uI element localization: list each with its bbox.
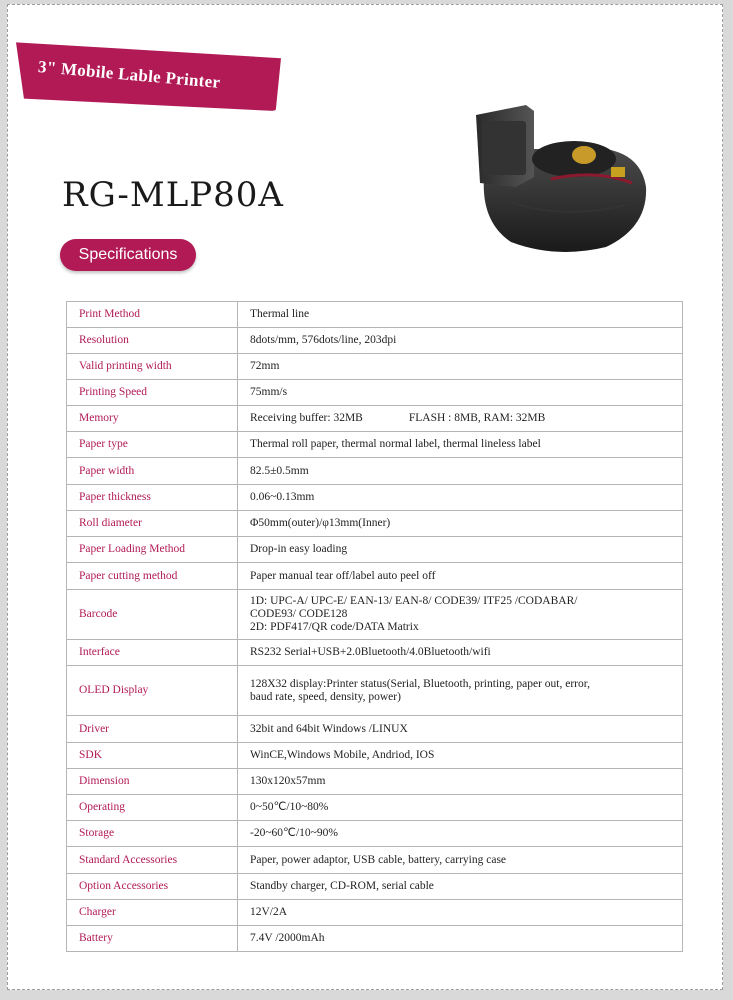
spec-value: 32bit and 64bit Windows /LINUX [238,716,683,743]
specifications-badge: Specifications [60,239,196,271]
table-row [67,302,683,328]
table-row [67,537,683,563]
model-name: RG-MLP80A [62,175,284,215]
spec-value: RS232 Serial+USB+2.0Bluetooth/4.0Bluetooth/wifi [238,640,683,666]
title-banner [8,5,298,135]
spec-label: Paper cutting method [67,563,238,590]
spec-label: SDK [67,743,238,769]
spec-value: 82.5±0.5mm [238,458,683,485]
spec-label: Dimension [67,769,238,795]
table-row [67,640,683,666]
spec-value: Thermal line [238,302,683,328]
spec-value: 7.4V /2000mAh [238,926,683,952]
spec-label: Interface [67,640,238,666]
spec-label: Valid printing width [67,354,238,380]
spec-label: Print Method [67,302,238,328]
table-row [67,666,683,716]
spec-label: Paper type [67,432,238,458]
table-row [67,563,683,590]
table-row [67,485,683,511]
table-row [67,743,683,769]
spec-value: 0.06~0.13mm [238,485,683,511]
spec-label: Paper width [67,458,238,485]
spec-value: 12V/2A [238,900,683,926]
spec-label: Roll diameter [67,511,238,537]
table-row [67,590,683,640]
spec-value: Thermal roll paper, thermal normal label, thermal lineless label [238,432,683,458]
table-row [67,380,683,406]
table-row [67,511,683,537]
spec-value: 0~50℃/10~80% [238,795,683,821]
printer-photo-icon [456,97,656,257]
spec-label: Barcode [67,590,238,640]
table-row [67,406,683,432]
table-row [67,874,683,900]
spec-label: Standard Accessories [67,847,238,874]
spec-value: 1D: UPC-A/ UPC-E/ EAN-13/ EAN-8/ CODE39/ ITF25 /CODABAR/ CODE93/ CODE128 2D: PDF417/QR code/DATA Matrix [238,590,683,640]
table-row [67,821,683,847]
spec-label: Operating [67,795,238,821]
spec-label: Driver [67,716,238,743]
spec-value: WinCE,Windows Mobile, Andriod, IOS [238,743,683,769]
spec-label: Paper thickness [67,485,238,511]
spec-label: Option Accessories [67,874,238,900]
spec-label: Paper Loading Method [67,537,238,563]
spec-label: OLED Display [67,666,238,716]
spec-value: 130x120x57mm [238,769,683,795]
spec-value: Paper, power adaptor, USB cable, battery, carrying case [238,847,683,874]
table-row [67,432,683,458]
spec-label: Resolution [67,328,238,354]
spec-label: Storage [67,821,238,847]
spec-value: Standby charger, CD-ROM, serial cable [238,874,683,900]
spec-label: Printing Speed [67,380,238,406]
spec-value: 8dots/mm, 576dots/line, 203dpi [238,328,683,354]
table-row [67,716,683,743]
table-row [67,458,683,485]
table-row [67,769,683,795]
table-row [67,900,683,926]
spec-value: -20~60℃/10~90% [238,821,683,847]
table-row [67,847,683,874]
spec-value: 72mm [238,354,683,380]
spec-value: Receiving buffer: 32MB FLASH : 8MB, RAM: 32MB [238,406,683,432]
specifications-table [66,301,683,952]
banner-title: 3" Mobile Lable Printer [37,57,222,92]
table-row [67,795,683,821]
table-row [67,926,683,952]
spec-sheet-page [7,4,723,990]
spec-label: Memory [67,406,238,432]
spec-value: Φ50mm(outer)/φ13mm(Inner) [238,511,683,537]
spec-label: Charger [67,900,238,926]
table-row [67,328,683,354]
spec-value: Paper manual tear off/label auto peel off [238,563,683,590]
spec-value: 75mm/s [238,380,683,406]
table-row [67,354,683,380]
spec-value: Drop-in easy loading [238,537,683,563]
spec-value: 128X32 display:Printer status(Serial, Bluetooth, printing, paper out, error, baud rate, speed, density, power) [238,666,683,716]
spec-label: Battery [67,926,238,952]
